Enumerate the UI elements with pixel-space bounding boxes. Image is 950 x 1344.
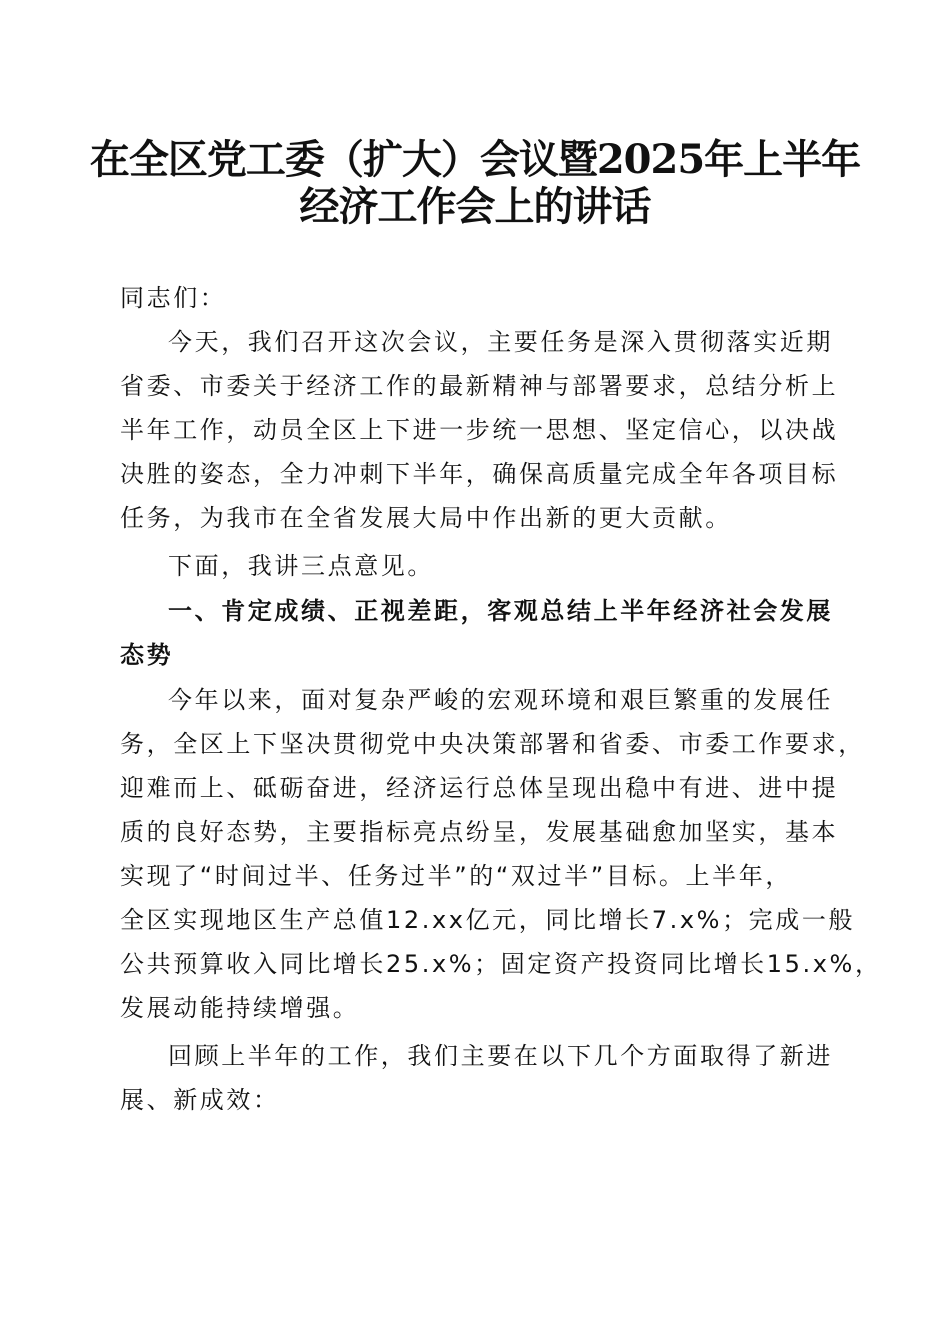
paragraph-line: 务，全区上下坚决贯彻党中央决策部署和省委、市委工作要求， [120,730,865,758]
salutation: 同志们： [120,284,227,312]
paragraph-line: 今年以来，面对复杂严峻的宏观环境和艰巨繁重的发展任 [168,686,833,714]
paragraph-line: 质的良好态势，主要指标亮点纷呈，发展基础愈加坚实，基本 [120,818,839,846]
paragraph-line: 省委、市委关于经济工作的最新精神与部署要求，总结分析上 [120,372,839,400]
paragraph-line: 实现了“时间过半、任务过半”的“双过半”目标。上半年， [120,862,792,890]
paragraph-line: 下面，我讲三点意见。 [168,552,434,580]
paragraph-line: 决胜的姿态，全力冲刺下半年，确保高质量完成全年各项目标 [120,460,839,488]
paragraph-line: 任务，为我市在全省发展大局中作出新的更大贡献。 [120,504,732,532]
document-title-line-1: 在全区党工委（扩大）会议暨2025年上半年 [89,136,861,183]
paragraph-line: 半年工作，动员全区上下进一步统一思想、坚定信心，以决战 [120,416,839,444]
paragraph-line: 公共预算收入同比增长25.x%；固定资产投资同比增长15.x%， [120,950,882,978]
paragraph-line: 今天，我们召开这次会议，主要任务是深入贯彻落实近期 [168,328,833,356]
document-title-line-2: 经济工作会上的讲话 [299,183,651,230]
paragraph-line: 展、新成效： [120,1086,280,1114]
section-heading-line: 态势 [120,641,174,669]
section-heading-line: 一、肯定成绩、正视差距，客观总结上半年经济社会发展 [168,597,833,625]
paragraph-line: 全区实现地区生产总值12.xx亿元，同比增长7.x%；完成一般 [120,906,856,934]
paragraph-line: 回顾上半年的工作，我们主要在以下几个方面取得了新进 [168,1042,833,1070]
paragraph-line: 发展动能持续增强。 [120,994,360,1022]
paragraph-line: 迎难而上、砥砺奋进，经济运行总体呈现出稳中有进、进中提 [120,774,839,802]
